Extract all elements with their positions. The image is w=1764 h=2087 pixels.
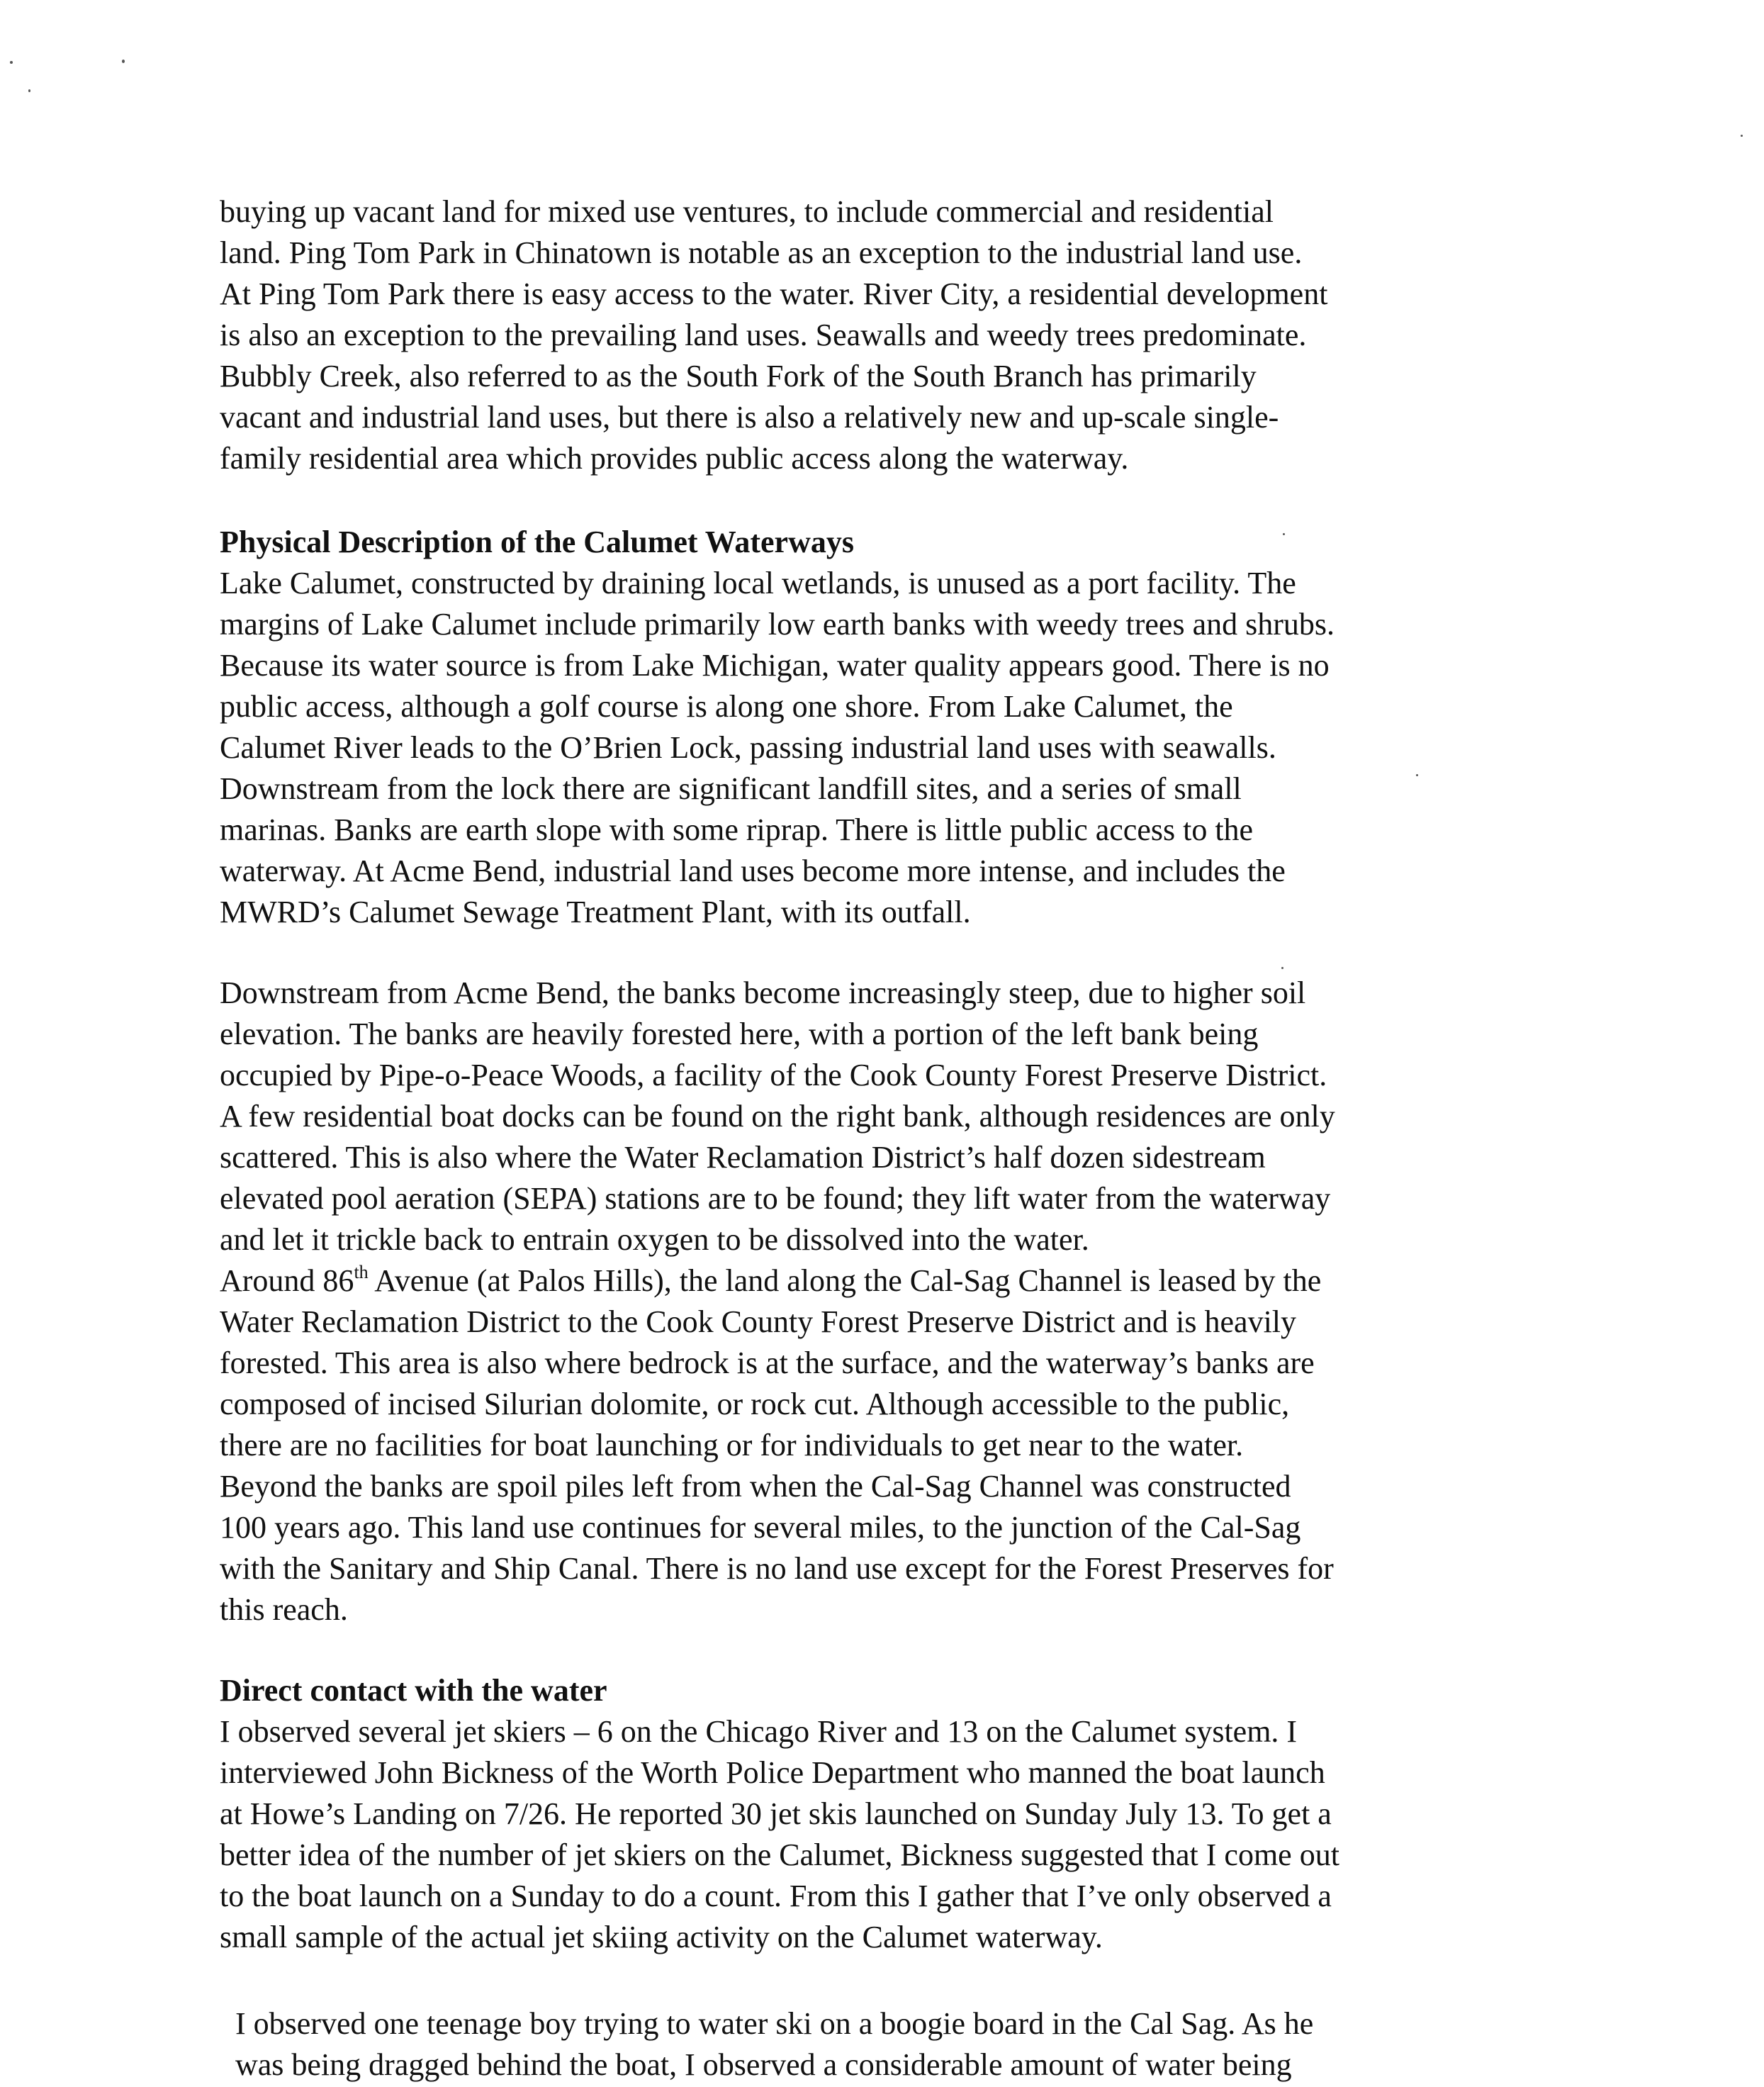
text-line: 100 years ago. This land use continues for several miles, to the junction of the Cal-Sag (220, 1510, 1301, 1545)
text-line: small sample of the actual jet skiing activity on the Calumet waterway. (220, 1920, 1103, 1954)
text-line: Beyond the banks are spoil piles left from when the Cal-Sag Channel was constructed (220, 1469, 1291, 1504)
text-line: better idea of the number of jet skiers on the Calumet, Bickness suggested that I come out (220, 1837, 1339, 1872)
calumet-section (220, 522, 1510, 933)
text-line: this reach. (220, 1592, 348, 1627)
calumet-paragraph-2 (220, 973, 1510, 1630)
text-line: elevated pool aeration (SEPA) stations are to be found; they lift water from the waterway (220, 1181, 1331, 1216)
text-line: is also an exception to the prevailing land uses. Seawalls and weedy trees predominate. (220, 318, 1307, 352)
text-line: interviewed John Bickness of the Worth Police Department who manned the boat launch (220, 1755, 1325, 1790)
text-line: Water Reclamation District to the Cook County Forest Preserve District and is heavily (220, 1304, 1297, 1339)
text-line (220, 1260, 1510, 1302)
text-line: was being dragged behind the boat, I observed a considerable amount of water being (235, 2047, 1292, 2082)
text-line: Bubbly Creek, also referred to as the South Fork of the South Branch has primarily (220, 359, 1257, 393)
text-line: A few residential boat docks can be found on the right bank, although residences are only (220, 1099, 1335, 1134)
text-line: margins of Lake Calumet include primarily low earth banks with weedy trees and shrubs. (220, 607, 1335, 642)
text-line: family residential area which provides public access along the waterway. (220, 441, 1129, 476)
text-line: there are no facilities for boat launching or for individuals to get near to the water. (220, 1428, 1244, 1462)
text-line: Lake Calumet, constructed by draining local wetlands, is unused as a port facility. The (220, 566, 1296, 600)
scan-speck (10, 61, 13, 64)
text-line: elevation. The banks are heavily forested here, with a portion of the left bank being (220, 1017, 1259, 1051)
text-line: marinas. Banks are earth slope with some riprap. There is little public access to the (220, 812, 1254, 847)
superscript: th (354, 1262, 369, 1282)
text-line: land. Ping Tom Park in Chinatown is notable as an exception to the industrial land use. (220, 235, 1303, 270)
scan-speck (1741, 135, 1743, 137)
contact-section (220, 1670, 1510, 1958)
text-line: public access, although a golf course is along one shore. From Lake Calumet, the (220, 689, 1233, 724)
text-fragment: Around 86 (220, 1263, 354, 1298)
text-line: vacant and industrial land uses, but there is also a relatively new and up-scale single- (220, 400, 1279, 435)
text-line: Downstream from the lock there are significant landfill sites, and a series of small (220, 771, 1242, 806)
scan-speck (1281, 967, 1283, 969)
text-line: waterway. At Acme Bend, industrial land uses become more intense, and includes the (220, 854, 1286, 888)
text-line: MWRD’s Calumet Sewage Treatment Plant, with its outfall. (220, 895, 971, 929)
scan-speck (122, 60, 125, 63)
section-heading: Direct contact with the water (220, 1673, 607, 1708)
text-line: I observed several jet skiers – 6 on the Chicago River and 13 on the Calumet system. I (220, 1714, 1298, 1749)
text-line: scattered. This is also where the Water Reclamation District’s half dozen sidestream (220, 1140, 1266, 1175)
text-line: composed of incised Silurian dolomite, or rock cut. Although accessible to the public, (220, 1387, 1290, 1421)
text-line: Downstream from Acme Bend, the banks become increasingly steep, due to higher soil (220, 975, 1306, 1010)
text-line: Calumet River leads to the O’Brien Lock, passing industrial land uses with seawalls. (220, 730, 1276, 765)
text-line: occupied by Pipe-o-Peace Woods, a facility of the Cook County Forest Preserve District. (220, 1058, 1327, 1092)
text-line: buying up vacant land for mixed use ventures, to include commercial and residential (220, 194, 1274, 229)
scan-speck (28, 89, 30, 92)
text-line: and let it trickle back to entrain oxygen to be dissolved into the water. (220, 1222, 1089, 1257)
text-line: I observed one teenage boy trying to water ski on a boogie board in the Cal Sag. As he (235, 2006, 1314, 2041)
text-line: at Howe’s Landing on 7/26. He reported 30 jet skis launched on Sunday July 13. To get a (220, 1796, 1332, 1831)
section-heading: Physical Description of the Calumet Waterways (220, 525, 854, 559)
contact-paragraph-2 (235, 2003, 1525, 2086)
text-line: with the Sanitary and Ship Canal. There is no land use except for the Forest Preserves for (220, 1551, 1334, 1586)
text-line: At Ping Tom Park there is easy access to the water. River City, a residential development (220, 276, 1328, 311)
text-fragment: Avenue (at Palos Hills), the land along the Cal-Sag Channel is leased by the (368, 1263, 1322, 1298)
text-line: forested. This area is also where bedrock is at the surface, and the waterway’s banks are (220, 1345, 1315, 1380)
text-line: Because its water source is from Lake Michigan, water quality appears good. There is no (220, 648, 1330, 683)
text-line: to the boat launch on a Sunday to do a count. From this I gather that I’ve only observed a (220, 1879, 1332, 1913)
intro-paragraph (220, 191, 1510, 479)
